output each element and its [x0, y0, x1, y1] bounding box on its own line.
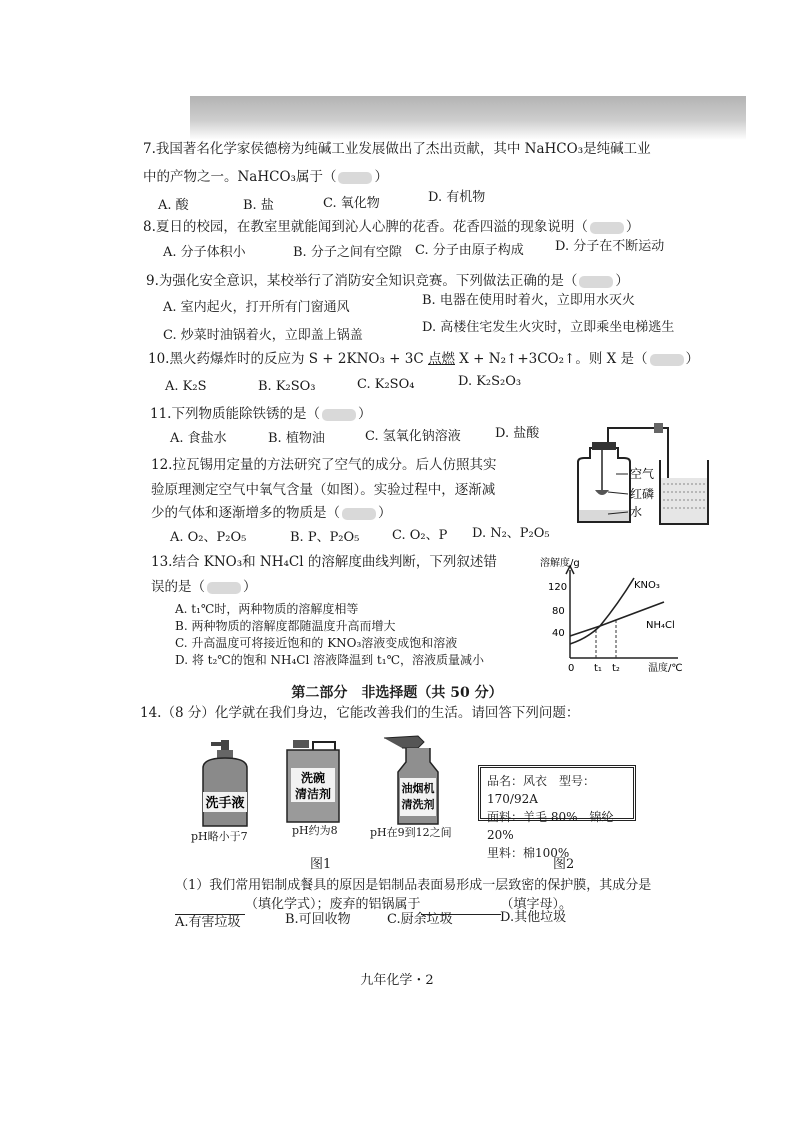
q8-option-d: D. 分子在不断运动	[555, 239, 665, 254]
section2-title: 第二部分 非选择题（共 50 分）	[291, 685, 503, 701]
q11-option-b: B. 植物油	[268, 431, 325, 446]
product2-ph: pH约为8	[292, 824, 338, 837]
q12-line3: 少的气体和逐渐增多的物质是（ ）	[151, 505, 392, 521]
label-air: 空气	[630, 467, 655, 481]
svg-text:洗碗: 洗碗	[300, 771, 326, 785]
q9-line1: 9.为强化安全意识，某校举行了消防安全知识竞赛。下列做法正确的是（ ）	[146, 273, 629, 289]
q13-line1: 13.结合 KNO₃和 NH₄Cl 的溶解度曲线判断，下列叙述错	[151, 554, 497, 570]
svg-text:油烟机: 油烟机	[401, 782, 435, 795]
q12-option-c: C. O₂、P	[392, 528, 448, 543]
q10-option-a: A. K₂S	[165, 379, 207, 394]
product3-ph: pH在9到12之间	[370, 826, 452, 839]
label-red-phosphorus: 红磷	[630, 487, 655, 501]
tag-line3: 里料：棉100%	[487, 846, 570, 860]
q7-option-a: A. 酸	[158, 198, 189, 213]
product1-name: 洗手液	[205, 796, 245, 811]
figure1-caption: 图1	[310, 857, 332, 872]
q11-option-a: A. 食盐水	[170, 431, 227, 446]
ytick-80: 80	[552, 606, 565, 617]
q11-option-c: C. 氢氧化钠溶液	[365, 429, 461, 444]
q10-option-c: C. K₂SO₄	[357, 377, 415, 392]
q8-option-a: A. 分子体积小	[163, 245, 246, 260]
hand-soap-bottle-icon	[195, 738, 257, 830]
q10-option-d: D. K₂S₂O₃	[458, 374, 522, 389]
q9-option-d: D. 高楼住宅发生火灾时，立即乘坐电梯逃生	[422, 320, 675, 335]
q11-option-d: D. 盐酸	[495, 426, 540, 441]
q7-line2: 中的产物之一。NaHCO₃属于（ ）	[143, 169, 388, 185]
xtick-t1: t₁	[594, 663, 602, 674]
q12-option-d: D. N₂、P₂O₅	[472, 526, 550, 541]
apparatus-figure	[568, 420, 718, 532]
q12-line1: 12.拉瓦锡用定量的方法研究了空气的成分。后人仿照其实	[151, 457, 497, 473]
q14-sub1-line2: （填化学式）；废弃的铝锅属于 （填字母）。	[175, 896, 572, 915]
q13-option-d: D. 将 t₂℃的饱和 NH₄Cl 溶液降温到 t₁℃，溶液质量减小	[175, 653, 484, 667]
kno3-curve	[570, 578, 634, 644]
q14-option-d: D.其他垃圾	[500, 910, 567, 925]
q14-sub1-line1: （1）我们常用铝制成餐具的原因是铝制品表面易形成一层致密的保护膜，其成分是	[175, 878, 652, 893]
q12-line2: 验原理测定空气中氧气含量（如图）。实验过程中，逐渐减	[151, 482, 496, 498]
q14-option-c: C.厨余垃圾	[387, 912, 453, 927]
answer-blank[interactable]	[579, 276, 613, 288]
tag-line2: 面料：羊毛 80% 锦纶 20%	[487, 810, 614, 842]
q12-option-a: A. O₂、P₂O₅	[170, 530, 247, 545]
solubility-graph	[538, 556, 688, 674]
spray-bottle-icon	[378, 732, 444, 828]
svg-text:清洁剂: 清洁剂	[294, 787, 332, 801]
q8-option-c: C. 分子由原子构成	[415, 243, 524, 258]
q11-line1: 11.下列物质能除铁锈的是（ ）	[150, 406, 372, 422]
tag-line1: 品名：风衣 型号：170/92A	[487, 774, 596, 806]
ytick-120: 120	[548, 582, 568, 593]
kno3-label: KNO₃	[634, 580, 660, 591]
answer-blank[interactable]	[650, 354, 684, 366]
answer-blank[interactable]	[338, 172, 372, 184]
q10-line1: 10.黑火药爆炸时的反应为 S + 2KNO₃ + 3C 点燃 X + N₂↑+3CO₂↑。则 X 是（ ）	[148, 351, 700, 367]
q13-option-a: A. t₁℃时，两种物质的溶解度相等	[175, 602, 359, 616]
scan-shadow	[190, 96, 746, 140]
q13-option-b: B. 两种物质的溶解度都随温度升高而增大	[175, 619, 396, 633]
q14-line1: 14.（8 分）化学就在我们身边，它能改善我们的生活。请回答下列问题：	[140, 705, 580, 721]
q7-option-b: B. 盐	[243, 198, 274, 213]
q9-option-b: B. 电器在使用时着火，立即用水灭火	[422, 293, 635, 308]
q14-option-b: B.可回收物	[285, 912, 351, 927]
product1-ph: pH略小于7	[191, 830, 248, 843]
q13-line2: 误的是（ ）	[151, 579, 257, 595]
xtick-0: 0	[568, 663, 575, 674]
q7-line1: 7.我国著名化学家侯德榜为纯碱工业发展做出了杰出贡献，其中 NaHCO₃是纯碱工业	[143, 141, 651, 157]
q8-line1: 8.夏日的校园，在教室里就能闻到沁人心脾的花香。花香四溢的现象说明（ ）	[143, 219, 640, 235]
figure2-caption: 图2	[553, 857, 575, 872]
graph-xlabel: 温度/℃	[648, 663, 683, 674]
nh4cl-label: NH₄Cl	[646, 620, 675, 631]
q9-option-a: A. 室内起火，打开所有门窗通风	[163, 300, 350, 315]
q8-option-b: B. 分子之间有空隙	[293, 245, 402, 260]
answer-blank[interactable]	[342, 508, 376, 520]
q9-option-c: C. 炒菜时油锅着火，立即盖上锅盖	[163, 328, 363, 343]
svg-text:清洗剂: 清洗剂	[401, 798, 435, 811]
answer-blank[interactable]	[322, 409, 356, 421]
q10-option-b: B. K₂SO₃	[258, 379, 316, 394]
graph-ylabel: 溶解度/g	[540, 558, 580, 569]
xtick-t2: t₂	[612, 663, 620, 674]
ytick-40: 40	[552, 628, 565, 639]
q12-option-b: B. P、P₂O₅	[290, 530, 360, 545]
q7-option-d: D. 有机物	[428, 190, 486, 205]
page-footer: 九年化学・2	[360, 973, 434, 988]
q14-option-a: A.有害垃圾	[175, 915, 241, 930]
clothing-tag	[478, 765, 636, 860]
answer-blank[interactable]	[207, 582, 241, 594]
dish-detergent-jug-icon	[283, 738, 345, 824]
formula-blank[interactable]	[175, 896, 245, 915]
q7-option-c: C. 氧化物	[323, 196, 380, 211]
reaction-condition: 点燃	[427, 351, 455, 367]
answer-blank[interactable]	[590, 222, 624, 234]
label-water: 水	[630, 505, 643, 519]
q13-option-c: C. 升高温度可将接近饱和的 KNO₃溶液变成饱和溶液	[175, 636, 458, 650]
